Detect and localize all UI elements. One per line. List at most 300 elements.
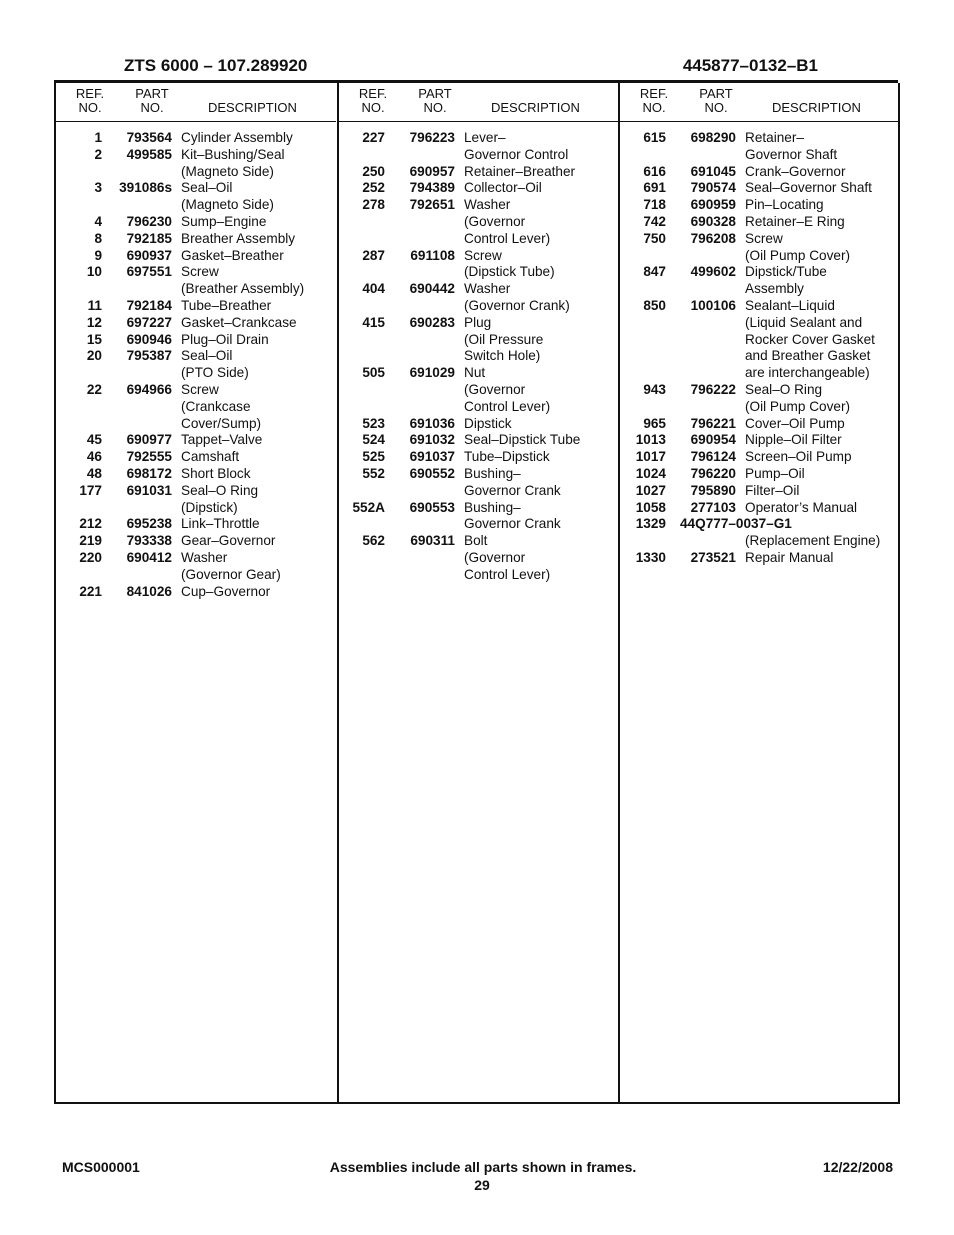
part-description <box>181 466 336 483</box>
table-row <box>339 365 619 415</box>
part-number: 44Q777–0037–G1 <box>680 516 792 532</box>
table-row <box>56 550 336 584</box>
description-line: and Breather Gasket <box>745 348 871 364</box>
part-number: 691036 <box>409 415 455 431</box>
description-line: (Replacement Engine) <box>745 533 881 549</box>
part-description <box>464 466 619 500</box>
table-row <box>339 449 619 466</box>
description-line: Screw <box>181 381 219 397</box>
part-number: 273521 <box>690 549 736 565</box>
part-number: 695238 <box>126 516 172 532</box>
description-line: (Governor Crank) <box>464 297 570 313</box>
table-row <box>620 180 900 197</box>
part-description <box>464 197 619 247</box>
ref-number: 287 <box>362 247 385 263</box>
ref-number: 1058 <box>635 499 666 515</box>
description-line: Dipstick <box>464 415 512 431</box>
model-title: ZTS 6000 – 107.289920 <box>124 56 308 75</box>
description-line: Nipple–Oil Filter <box>745 432 842 448</box>
ref-number: 552A <box>352 499 385 515</box>
table-row <box>339 180 619 197</box>
table-row <box>56 533 336 550</box>
part-description <box>745 382 900 416</box>
part-number: 690412 <box>126 549 172 565</box>
description-line: Bushing– <box>464 465 521 481</box>
ref-number: 2 <box>94 146 102 162</box>
table-row <box>339 416 619 433</box>
part-description <box>464 416 619 433</box>
ref-number: 524 <box>362 432 385 448</box>
part-number: 794389 <box>409 180 455 196</box>
ref-number: 221 <box>79 583 102 599</box>
description-line: (Liquid Sealant and <box>745 314 863 330</box>
parts-rows <box>56 130 336 600</box>
column-header <box>620 83 900 122</box>
description-line: Sealant–Liquid <box>745 297 835 313</box>
table-row <box>56 432 336 449</box>
table-row <box>620 432 900 449</box>
ref-number: 742 <box>643 213 666 229</box>
description-line: Sump–Engine <box>181 213 267 229</box>
part-number: 499602 <box>690 264 736 280</box>
part-description <box>181 516 336 533</box>
description-line: (Oil Pump Cover) <box>745 398 850 414</box>
part-description <box>464 449 619 466</box>
ref-no-header: REF. NO. <box>639 86 669 115</box>
part-description <box>181 550 336 584</box>
description-line: Gasket–Breather <box>181 247 284 263</box>
ref-number: 212 <box>79 516 102 532</box>
description-line: Seal–Oil <box>181 180 233 196</box>
description-line: (Magneto Side) <box>181 163 274 179</box>
table-row <box>620 416 900 433</box>
description-line: Tube–Dipstick <box>464 449 550 465</box>
part-description <box>464 281 619 315</box>
part-description <box>464 164 619 181</box>
part-description <box>745 164 900 181</box>
part-number: 691045 <box>690 163 736 179</box>
part-description <box>181 147 336 181</box>
table-row <box>339 432 619 449</box>
part-description <box>181 483 336 517</box>
footer-code: MCS000001 <box>62 1159 140 1175</box>
part-number: 796208 <box>690 230 736 246</box>
ref-number: 15 <box>86 331 102 347</box>
table-row <box>620 466 900 483</box>
table-row <box>339 248 619 282</box>
description-line: Governor Crank <box>464 482 561 498</box>
description-header: DESCRIPTION <box>208 100 297 115</box>
description-line: Switch Hole) <box>464 348 541 364</box>
ref-number: 1013 <box>635 432 666 448</box>
description-line: Link–Throttle <box>181 516 260 532</box>
part-description <box>745 214 900 231</box>
description-line: Nut <box>464 365 486 381</box>
description-line: Tube–Breather <box>181 297 272 313</box>
part-number: 792555 <box>126 449 172 465</box>
part-number: 100106 <box>690 297 736 313</box>
part-number: 690283 <box>409 314 455 330</box>
part-description <box>745 197 900 214</box>
description-line: Repair Manual <box>745 549 834 565</box>
description-line: Bolt <box>464 533 488 549</box>
ref-number: 219 <box>79 533 102 549</box>
part-number: 690328 <box>690 213 736 229</box>
part-description <box>181 130 336 147</box>
table-row <box>56 449 336 466</box>
part-description <box>745 298 900 382</box>
table-row <box>56 516 336 533</box>
part-number: 691029 <box>409 365 455 381</box>
part-description <box>181 180 336 214</box>
part-number: 691037 <box>409 449 455 465</box>
ref-number: 4 <box>94 213 102 229</box>
ref-number: 220 <box>79 549 102 565</box>
table-row <box>620 382 900 416</box>
description-line: Kit–Bushing/Seal <box>181 146 285 162</box>
ref-number: 252 <box>362 180 385 196</box>
ref-number: 965 <box>643 415 666 431</box>
part-number: 277103 <box>690 499 736 515</box>
table-row <box>339 281 619 315</box>
part-description <box>181 449 336 466</box>
page-number: 29 <box>474 1177 490 1193</box>
part-number: 792184 <box>126 297 172 313</box>
description-line: Cylinder Assembly <box>181 130 293 145</box>
part-number: 690977 <box>126 432 172 448</box>
ref-number: 1017 <box>635 449 666 465</box>
table-row <box>56 264 336 298</box>
table-row <box>339 466 619 500</box>
description-header: DESCRIPTION <box>772 100 861 115</box>
part-description <box>181 348 336 382</box>
ref-number: 11 <box>87 297 102 313</box>
part-description <box>745 416 900 433</box>
part-number: 793564 <box>126 130 172 145</box>
description-line: Screen–Oil Pump <box>745 449 852 465</box>
ref-number: 562 <box>362 533 385 549</box>
ref-number: 505 <box>362 365 385 381</box>
part-description <box>181 584 336 601</box>
description-line: Governor Control <box>464 146 569 162</box>
description-line: Retainer– <box>745 130 804 145</box>
part-description <box>181 298 336 315</box>
description-line: Seal–Dipstick Tube <box>464 432 581 448</box>
ref-number: 943 <box>643 381 666 397</box>
table-row <box>56 382 336 432</box>
part-description <box>181 214 336 231</box>
ref-number: 404 <box>362 281 385 297</box>
part-number: 690937 <box>126 247 172 263</box>
parts-column-1 <box>56 83 336 1102</box>
description-line: Washer <box>464 197 511 213</box>
part-number: 691108 <box>410 247 455 263</box>
part-number: 796230 <box>126 213 172 229</box>
part-number: 793338 <box>126 533 172 549</box>
description-line: Washer <box>181 549 228 565</box>
table-row <box>339 533 619 583</box>
table-row <box>56 584 336 601</box>
parts-table <box>54 83 900 1104</box>
description-line: Seal–O Ring <box>745 381 823 397</box>
footer-note: Assemblies include all parts shown in frames. <box>329 1159 637 1175</box>
description-line: Cup–Governor <box>181 583 271 599</box>
ref-number: 3 <box>94 180 102 196</box>
parts-rows <box>620 130 900 567</box>
description-line: Dipstick/Tube <box>745 264 827 280</box>
description-line: (Dipstick) <box>181 499 238 515</box>
part-no-header: PART NO. <box>418 86 452 115</box>
ref-number: 1329 <box>635 516 666 532</box>
table-row <box>620 197 900 214</box>
part-description <box>181 231 336 248</box>
part-description <box>745 466 900 483</box>
description-line: Governor Shaft <box>745 146 838 162</box>
description-line: Retainer–Breather <box>464 163 576 179</box>
table-row <box>56 298 336 315</box>
description-line: Control Lever) <box>464 566 551 582</box>
column-header <box>339 83 619 122</box>
description-line: are interchangeable) <box>745 365 870 381</box>
table-row <box>620 231 900 265</box>
part-description <box>745 500 900 517</box>
part-number: 698290 <box>690 130 736 145</box>
ref-number: 850 <box>643 297 666 313</box>
part-number: 795387 <box>126 348 172 364</box>
table-row <box>339 164 619 181</box>
description-line: Rocker Cover Gasket <box>745 331 875 347</box>
part-number: 690553 <box>409 499 455 515</box>
part-number: 841026 <box>126 583 172 599</box>
ref-number: 9 <box>94 247 102 263</box>
ref-no-header: REF. NO. <box>358 86 388 115</box>
description-line: Governor Crank <box>464 516 561 532</box>
part-description <box>745 449 900 466</box>
part-description <box>464 500 619 534</box>
description-line: Gear–Governor <box>181 533 276 549</box>
table-row <box>620 214 900 231</box>
ref-number: 525 <box>362 449 385 465</box>
part-description <box>464 432 619 449</box>
description-line: Cover/Sump) <box>181 415 262 431</box>
table-row <box>56 332 336 349</box>
part-description <box>745 432 900 449</box>
part-description <box>464 315 619 365</box>
ref-number: 278 <box>362 197 385 213</box>
ref-number: 177 <box>79 482 102 498</box>
description-line: Operator’s Manual <box>745 499 858 515</box>
part-number: 796220 <box>690 465 736 481</box>
table-row <box>56 483 336 517</box>
table-row <box>620 298 900 382</box>
part-description <box>181 248 336 265</box>
description-line: Camshaft <box>181 449 240 465</box>
table-row <box>56 248 336 265</box>
part-number: 796222 <box>690 381 736 397</box>
description-line: Plug–Oil Drain <box>181 331 269 347</box>
description-line: (Magneto Side) <box>181 197 274 213</box>
part-no-header: PART NO. <box>699 86 733 115</box>
ref-no-header: REF. NO. <box>75 86 105 115</box>
ref-number: 46 <box>86 449 102 465</box>
ref-number: 10 <box>86 264 102 280</box>
description-line: (Governor <box>464 381 526 397</box>
part-number: 698172 <box>126 465 172 481</box>
part-number: 796221 <box>690 415 736 431</box>
part-number: 697551 <box>126 264 172 280</box>
description-line: (PTO Side) <box>181 365 249 381</box>
part-number: 690959 <box>690 197 736 213</box>
part-number: 690957 <box>409 163 455 179</box>
description-line: Filter–Oil <box>745 482 800 498</box>
description-line: Cover–Oil Pump <box>745 415 845 431</box>
table-row <box>620 130 900 164</box>
description-line: (Breather Assembly) <box>181 281 305 297</box>
ref-number: 20 <box>86 348 102 364</box>
table-row <box>56 130 336 147</box>
part-description <box>181 315 336 332</box>
part-number: 391086s <box>119 180 172 196</box>
table-row <box>620 483 900 500</box>
ref-number: 22 <box>86 381 102 397</box>
part-number: 795890 <box>690 482 736 498</box>
table-row <box>56 214 336 231</box>
table-row <box>339 197 619 247</box>
part-description <box>745 264 900 298</box>
ref-number: 718 <box>643 197 666 213</box>
description-line: Washer <box>464 281 511 297</box>
description-line: Gasket–Crankcase <box>181 314 297 330</box>
table-row <box>620 516 900 550</box>
parts-rows <box>339 130 619 584</box>
description-line: (Oil Pump Cover) <box>745 247 850 263</box>
ref-number: 12 <box>86 314 102 330</box>
part-description <box>464 130 619 164</box>
ref-number: 1024 <box>635 465 666 481</box>
description-line: (Governor <box>464 213 526 229</box>
ref-number: 8 <box>94 230 102 246</box>
ref-number: 691 <box>643 180 666 196</box>
part-number: 690946 <box>126 331 172 347</box>
description-line: Pump–Oil <box>745 465 805 481</box>
table-row <box>620 164 900 181</box>
part-description <box>181 533 336 550</box>
description-line: Breather Assembly <box>181 230 296 246</box>
part-description <box>745 130 900 164</box>
description-line: Screw <box>745 230 783 246</box>
description-line: Tappet–Valve <box>181 432 263 448</box>
ref-number: 227 <box>362 130 385 145</box>
part-description <box>464 248 619 282</box>
part-description <box>181 432 336 449</box>
part-description <box>745 231 900 265</box>
part-description <box>464 365 619 415</box>
table-row <box>620 264 900 298</box>
column-header <box>56 83 336 122</box>
part-description <box>745 180 900 197</box>
ref-number: 415 <box>362 314 385 330</box>
ref-number: 523 <box>362 415 385 431</box>
part-number: 690552 <box>409 465 455 481</box>
table-row <box>620 500 900 517</box>
part-number: 690954 <box>690 432 736 448</box>
description-header: DESCRIPTION <box>491 100 580 115</box>
description-line: Pin–Locating <box>745 197 824 213</box>
ref-number: 250 <box>362 163 385 179</box>
description-line: Seal–O Ring <box>181 482 259 498</box>
description-line: Retainer–E Ring <box>745 213 845 229</box>
table-row <box>56 180 336 214</box>
part-number: 690442 <box>409 281 455 297</box>
table-row <box>339 500 619 534</box>
ref-number: 552 <box>362 465 385 481</box>
part-number: 697227 <box>126 314 172 330</box>
description-line: (Crankcase <box>181 398 251 414</box>
description-line: Collector–Oil <box>464 180 542 196</box>
table-row <box>620 550 900 567</box>
description-line: Plug <box>464 314 492 330</box>
part-description <box>181 332 336 349</box>
document-number: 445877–0132–B1 <box>682 56 818 75</box>
description-line: (Oil Pressure <box>464 331 544 347</box>
part-number: 690311 <box>410 533 455 549</box>
table-row <box>56 147 336 181</box>
description-line: Short Block <box>181 465 251 481</box>
ref-number: 616 <box>643 163 666 179</box>
description-line: Control Lever) <box>464 230 551 246</box>
ref-number: 1027 <box>635 482 666 498</box>
part-number: 694966 <box>126 381 172 397</box>
table-row <box>56 231 336 248</box>
table-row <box>339 130 619 164</box>
parts-column-3 <box>618 83 900 1102</box>
description-line: Crank–Governor <box>745 163 846 179</box>
parts-column-2 <box>337 83 619 1102</box>
part-number: 790574 <box>690 180 736 196</box>
description-line: Bushing– <box>464 499 521 515</box>
part-description <box>464 180 619 197</box>
ref-number: 48 <box>86 465 102 481</box>
part-number: 792185 <box>126 230 172 246</box>
table-row <box>339 315 619 365</box>
part-number: 796223 <box>409 130 455 145</box>
part-number: 792651 <box>409 197 455 213</box>
part-number: 691031 <box>126 482 172 498</box>
description-line: Seal–Oil <box>181 348 233 364</box>
description-line: Assembly <box>745 281 804 297</box>
ref-number: 615 <box>643 130 666 145</box>
ref-number: 750 <box>643 230 666 246</box>
part-description <box>745 483 900 500</box>
description-line: Screw <box>181 264 219 280</box>
footer-date: 12/22/2008 <box>822 1159 893 1175</box>
part-description <box>745 550 900 567</box>
description-line: Lever– <box>464 130 506 145</box>
description-line: (Governor Gear) <box>181 566 281 582</box>
table-row <box>56 315 336 332</box>
description-line: Screw <box>464 247 502 263</box>
description-line: (Governor <box>464 549 526 565</box>
table-row <box>56 348 336 382</box>
part-number: 691032 <box>409 432 455 448</box>
description-line: Control Lever) <box>464 398 551 414</box>
description-line: (Dipstick Tube) <box>464 264 555 280</box>
part-no-header: PART NO. <box>135 86 169 115</box>
part-description <box>181 382 336 432</box>
part-number: 796124 <box>690 449 736 465</box>
part-description <box>464 533 619 583</box>
table-row <box>56 466 336 483</box>
